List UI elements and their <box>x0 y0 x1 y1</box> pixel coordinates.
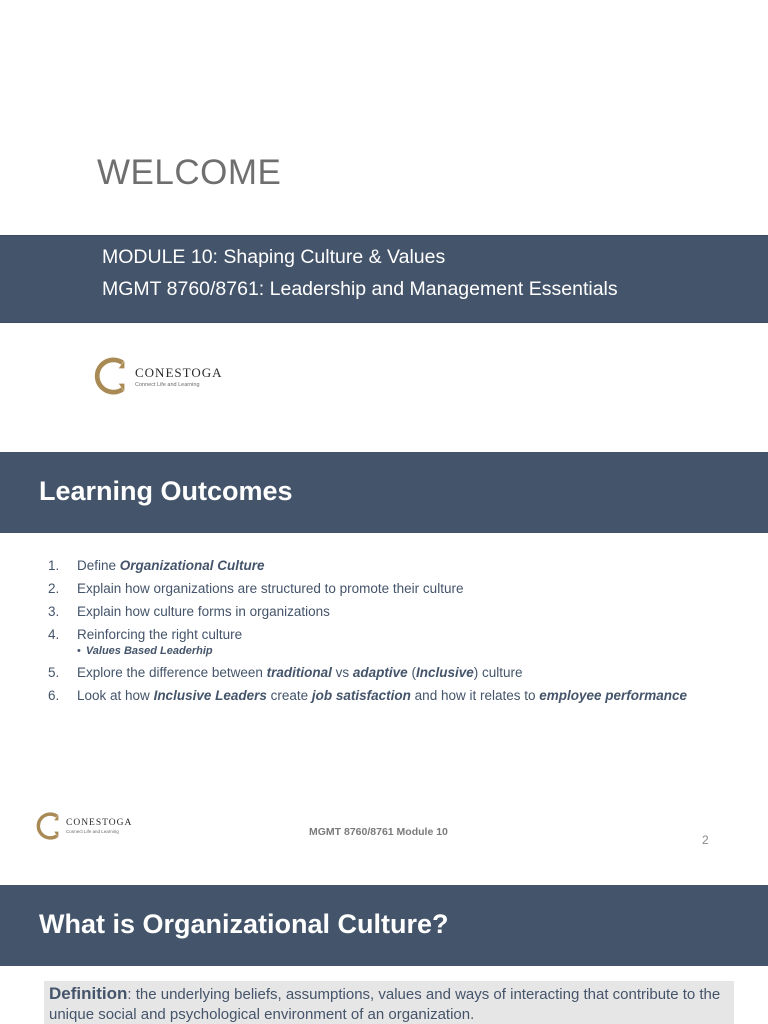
logo-tagline: Connect Life and Learning <box>66 829 119 834</box>
sub-bullet-item <box>77 645 708 658</box>
outcome-text: ) culture <box>473 665 523 680</box>
outcome-emphasis: adaptive <box>352 665 408 680</box>
welcome-heading: WELCOME <box>97 153 282 192</box>
list-item <box>48 604 708 620</box>
list-number: 4. <box>48 627 60 642</box>
logo-tagline: Connect Life and Learning <box>135 381 200 388</box>
outcome-emphasis: job satisfaction <box>311 688 411 703</box>
course-title: MGMT 8760/8761: Leadership and Management Essentials <box>102 278 618 300</box>
list-number: 3. <box>48 604 60 619</box>
definition-colon: : <box>127 986 132 1003</box>
list-number: 6. <box>48 688 60 703</box>
outcome-emphasis: employee performance <box>539 688 688 703</box>
logo-brand-text: CONESTOGA <box>135 364 223 380</box>
outcome-text: Define <box>77 558 120 573</box>
bullet-icon: • <box>77 645 81 657</box>
list-item <box>48 665 708 681</box>
learning-outcomes-slide <box>0 452 768 885</box>
title-band <box>0 885 768 966</box>
definition-box <box>44 981 734 1024</box>
logo-brand-text: CONESTOGA <box>66 818 133 828</box>
outcome-text: and how it relates to <box>410 688 540 703</box>
outcome-text: Explore the difference between <box>77 665 267 680</box>
definition-label: Definition <box>49 984 128 1003</box>
conestoga-c-logo-icon <box>94 357 132 395</box>
page-number: 2 <box>702 833 709 847</box>
list-number: 2. <box>48 581 60 596</box>
outcome-text: ( <box>407 665 416 680</box>
definition-slide <box>0 885 768 1024</box>
title-band <box>0 452 768 533</box>
slide-footer: MGMT 8760/8761 Module 10 <box>309 826 448 838</box>
list-number: 5. <box>48 665 60 680</box>
slide-title: Learning Outcomes <box>39 476 293 506</box>
list-number: 1. <box>48 558 60 573</box>
outcome-emphasis: Inclusive <box>415 665 474 680</box>
outcome-text: Reinforcing the right culture <box>77 627 243 642</box>
definition-text: the underlying beliefs, assumptions, values and ways of interacting that contribute to the unique social and psychological environment of an organization. <box>49 986 721 1023</box>
module-banner <box>0 235 768 323</box>
outcome-emphasis: traditional <box>266 665 332 680</box>
outcome-text: Look at how <box>77 688 154 703</box>
outcomes-list <box>48 558 708 711</box>
conestoga-logo-footer <box>36 812 132 840</box>
module-title: MODULE 10: Shaping Culture & Values <box>102 246 446 268</box>
conestoga-logo <box>94 357 223 395</box>
title-slide <box>0 0 768 452</box>
outcome-text: vs <box>331 665 353 680</box>
outcome-emphasis: Inclusive Leaders <box>153 688 267 703</box>
outcome-emphasis: Organizational Culture <box>119 558 265 573</box>
outcome-text: create <box>266 688 312 703</box>
outcome-text: Explain how culture forms in organizations <box>77 604 330 619</box>
list-item <box>48 558 708 574</box>
definition-paragraph <box>49 984 733 1024</box>
sub-bullet-text: Values Based Leaderhip <box>85 645 213 657</box>
list-item <box>48 688 708 704</box>
slide-title: What is Organizational Culture? <box>39 909 449 939</box>
list-item <box>48 627 708 658</box>
list-item <box>48 581 708 597</box>
conestoga-c-logo-icon <box>36 812 64 840</box>
outcome-text: Explain how organizations are structured to promote their culture <box>77 581 464 596</box>
